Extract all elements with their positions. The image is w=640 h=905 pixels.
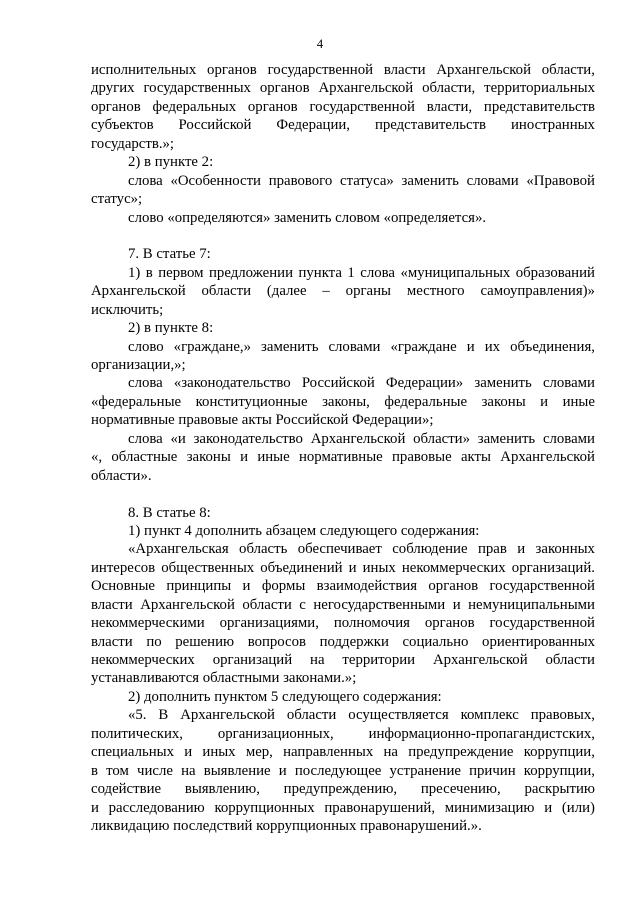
word: по (146, 633, 162, 650)
text-line (91, 282, 595, 300)
word: «Правовой (526, 172, 595, 189)
word: органов (207, 62, 257, 78)
text-line (91, 98, 595, 116)
word: нормативные (298, 449, 383, 466)
word: представительств (374, 117, 487, 134)
word: и (517, 541, 526, 558)
text-line (91, 116, 595, 134)
word: и (540, 393, 549, 410)
word: социально (402, 633, 469, 650)
word: Архангельской (180, 707, 275, 724)
word: и (544, 799, 553, 816)
word: законодательство (193, 430, 303, 447)
word: иных (202, 744, 236, 761)
word: выявлению, (184, 781, 260, 798)
word: правонарушений, (324, 799, 436, 816)
word: власти, (426, 98, 473, 115)
word: и (278, 762, 287, 779)
text-line (91, 762, 595, 780)
text-line: слово «определяются» заменить словом «определяется». (128, 209, 487, 226)
text-line (91, 430, 595, 448)
paragraph-gap (91, 485, 595, 503)
word: слова (128, 430, 163, 447)
word: области, (422, 80, 476, 97)
word: самоуправления)» (480, 283, 595, 300)
word: органов (247, 98, 298, 115)
word: слова (360, 264, 395, 281)
word: некоммерческих (91, 652, 195, 668)
word: и (184, 744, 193, 761)
word: слова (128, 375, 163, 392)
word: Российской (178, 117, 252, 134)
word: коррупции, (523, 744, 595, 761)
word: государственной (489, 578, 595, 595)
word: и (240, 449, 249, 466)
word: области, (541, 62, 595, 78)
word: правовые (392, 449, 452, 466)
word: правового (268, 172, 333, 189)
word: и (348, 559, 357, 576)
word: правовых, (530, 707, 595, 724)
word: на (181, 762, 196, 779)
word: решению (175, 633, 235, 650)
word: «федеральные (91, 393, 182, 410)
text-line (91, 374, 595, 392)
text-line: нормативные правовые акты Российской Федерации»; (91, 412, 434, 429)
text-line: государств.»; (91, 135, 175, 152)
word: раскрытию (524, 781, 595, 798)
word: Российской (301, 375, 375, 392)
word: «граждане (390, 338, 457, 355)
word: «и (170, 430, 186, 447)
word: – (322, 283, 330, 300)
word: заменить (477, 430, 536, 447)
word: прав (477, 541, 507, 558)
word: федеральные (384, 393, 468, 410)
word: взаимодействия (316, 578, 418, 595)
word: пункта (298, 264, 342, 281)
word: организаций (212, 652, 293, 668)
word: последующее (294, 762, 382, 779)
word: местного (406, 283, 465, 300)
word: Архангельской (310, 430, 406, 447)
word: Федерации» (385, 375, 464, 392)
word: области (201, 283, 251, 300)
word: области (545, 652, 595, 668)
text-line: 2) в пункте 2: (128, 154, 214, 171)
word: Архангельской (500, 449, 595, 466)
word: предложении (209, 264, 293, 281)
word: ориентированных (482, 633, 595, 650)
word: Архангельской (432, 652, 528, 668)
text-line (91, 614, 595, 632)
word: устранение (389, 762, 461, 779)
word: общественных (161, 559, 255, 576)
word: комплекс (460, 707, 519, 724)
word: интересов (91, 559, 156, 576)
text-line (91, 633, 595, 651)
word: немуниципальными (468, 596, 595, 613)
word: выявление (203, 762, 271, 779)
word: «, (91, 449, 103, 466)
word: органов (259, 80, 310, 97)
word: других (91, 80, 135, 97)
word: Архангельской (436, 62, 531, 78)
word: политических, (91, 725, 183, 742)
word: минимизацию (444, 799, 535, 816)
word: словами (328, 338, 381, 355)
word: заменить (261, 338, 319, 355)
word: Основные (91, 578, 155, 595)
word: законных (535, 541, 595, 558)
text-line (91, 725, 595, 743)
text-line (91, 577, 595, 595)
text-line: 1) пункт 4 дополнить абзацем следующего содержания: (128, 522, 480, 539)
word: государственных (143, 80, 251, 97)
text-line: исключить; (91, 301, 164, 318)
text-line (91, 743, 595, 761)
word: расследованию (108, 799, 205, 816)
word: негосударственными (313, 596, 446, 613)
word: статуса» (340, 172, 394, 189)
word: принципы (166, 578, 232, 595)
text-line: 8. В статье 8: (128, 504, 211, 521)
word: словами (542, 375, 595, 392)
word: власти (383, 62, 426, 78)
word: заменить (401, 172, 459, 189)
word: формы (261, 578, 306, 595)
word: полномочия (333, 615, 410, 632)
word: первом (158, 264, 204, 281)
word: причин (469, 762, 516, 779)
word: организаций. (511, 559, 595, 576)
word: В (158, 707, 169, 724)
word: объединений (260, 559, 343, 576)
word: некоммерческими (91, 615, 205, 632)
word: территориальных (484, 80, 595, 97)
word: пресечению, (420, 781, 501, 798)
word: территории (342, 652, 416, 668)
word: 1) (128, 264, 141, 281)
word: (далее (266, 283, 307, 300)
word: Архангельской (318, 80, 414, 97)
word: соблюдение (392, 541, 468, 558)
text-line (91, 338, 595, 356)
word: исполнительных (91, 62, 197, 78)
word: содействие (91, 781, 162, 798)
word: специальных (91, 744, 174, 761)
word: федеральных (152, 98, 237, 115)
text-line (91, 706, 595, 724)
word: 1 (347, 264, 355, 281)
word: организациями, (219, 615, 319, 632)
word: и (466, 338, 475, 355)
word: предупреждение (408, 744, 514, 761)
word: законы, (322, 393, 370, 410)
word: поддержки (319, 633, 389, 650)
word: направленных (283, 744, 374, 761)
word: и (452, 596, 461, 613)
text-line (91, 393, 595, 411)
word: предупреждению, (283, 781, 398, 798)
text-line: ликвидацию последствий коррупционных правонарушений.». (91, 817, 482, 834)
word: иные (257, 449, 290, 466)
text-line (91, 79, 595, 97)
word: их (484, 338, 501, 355)
word: вопросов (247, 633, 307, 650)
word: «муниципальных (400, 264, 511, 281)
word: «граждане,» (173, 338, 252, 355)
text-line: 2) дополнить пунктом 5 следующего содержания: (128, 688, 442, 705)
word: осуществляется (348, 707, 449, 724)
word: государственной (489, 615, 595, 632)
text-line (91, 448, 595, 466)
word: слова (128, 172, 163, 189)
text-line: 7. В статье 7: (128, 246, 211, 263)
page-number: 4 (316, 37, 324, 51)
word: органов (91, 98, 141, 115)
word: иные (562, 393, 595, 410)
text-line (91, 540, 595, 558)
word: органов (424, 615, 475, 632)
word: «Особенности (170, 172, 261, 189)
word: власти (91, 596, 133, 613)
word: «законодательство (173, 375, 291, 392)
text-line: организации,»; (91, 357, 186, 373)
text-line (91, 61, 595, 79)
text-line (91, 596, 595, 614)
word: область (239, 541, 288, 558)
word: субъектов (91, 117, 154, 134)
word: коррупционных (214, 799, 315, 816)
word: и (91, 799, 99, 816)
word: словами (542, 430, 595, 447)
word: на (310, 652, 325, 668)
word: и (242, 578, 251, 595)
text-line (91, 559, 595, 577)
word: коррупции, (523, 762, 595, 779)
word: «5. (128, 707, 147, 724)
word: (или) (561, 799, 595, 816)
word: области (286, 707, 337, 724)
word: иностранных (510, 117, 595, 134)
word: представительств (483, 98, 595, 115)
text-line: устанавливаются областными законами.»; (91, 670, 357, 687)
word: на (383, 744, 398, 761)
text-line (91, 799, 595, 817)
word: государственной (267, 62, 374, 78)
word: некоммерческих (401, 559, 506, 576)
word: области (242, 596, 292, 613)
word: информационно-пропагандистских, (368, 725, 595, 742)
word: числе (137, 762, 173, 779)
word: конституционные (195, 393, 308, 410)
text-line (91, 264, 595, 282)
word: «Архангельская (128, 541, 229, 558)
text-line (91, 651, 595, 669)
word: образований (515, 264, 595, 281)
word: власти (91, 633, 133, 650)
word: словами (466, 172, 519, 189)
word: законы (186, 449, 231, 466)
word: государственной (309, 98, 415, 115)
word: обеспечивает (297, 541, 382, 558)
word: заменить (474, 375, 532, 392)
word: областные (111, 449, 178, 466)
text-line: статус»; (91, 191, 143, 208)
word: объединения, (510, 338, 595, 355)
text-line (91, 780, 595, 798)
word: Архангельской (91, 283, 186, 300)
paragraph-gap (91, 227, 595, 245)
word: в (91, 762, 98, 779)
word: органов (428, 578, 479, 595)
word: иных (362, 559, 396, 576)
word: мер, (245, 744, 273, 761)
word: Архангельской (140, 596, 235, 613)
word: том (106, 762, 129, 779)
word: органы (345, 283, 391, 300)
word: слово (128, 338, 164, 355)
word: в (145, 264, 153, 281)
word: акты (460, 449, 491, 466)
text-line: области». (91, 467, 152, 484)
text-line (91, 172, 595, 190)
word: организационных, (217, 725, 334, 742)
text-line: 2) в пункте 8: (128, 320, 214, 337)
word: Федерации, (276, 117, 351, 134)
word: с (299, 596, 306, 613)
word: области» (413, 430, 470, 447)
word: законы (481, 393, 526, 410)
document-body (91, 61, 595, 835)
